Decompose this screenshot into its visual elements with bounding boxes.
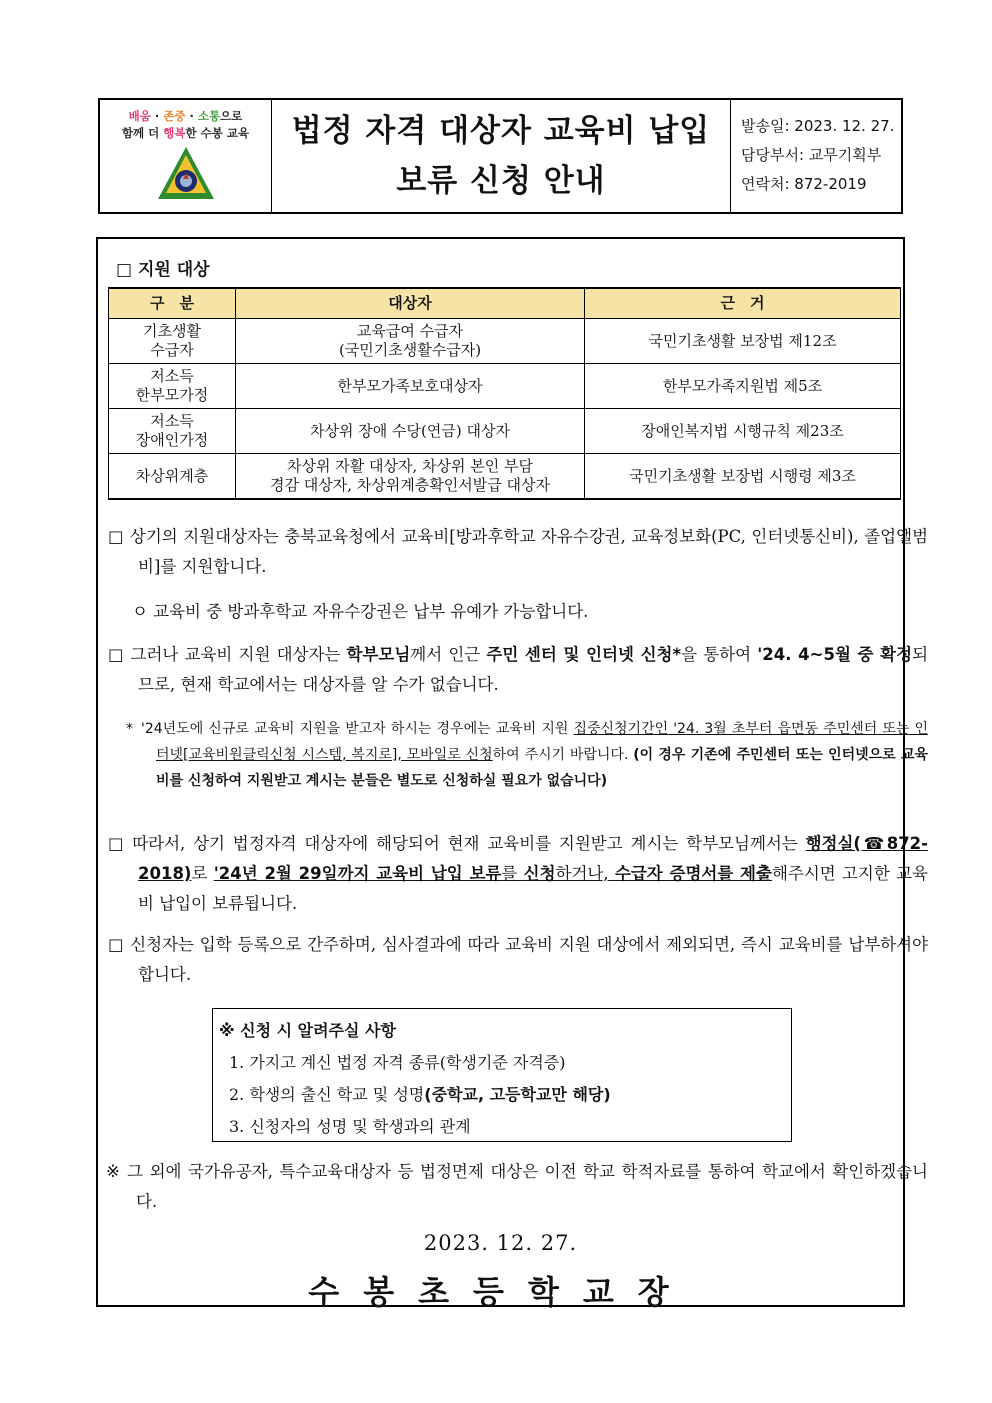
paragraph-text: 따라서, 상기 법정자격 대상자에 해당되어 현재 교육비를 지원받고 계시는 학부모님께서는 bbox=[132, 834, 806, 853]
category-cell bbox=[109, 319, 236, 364]
paragraph-text: 그 외에 국가유공자, 특수교육대상자 등 법정면제 대상은 이전 학교 학적자료를 통하여 학교에서 확인하겠습니다. bbox=[127, 1162, 928, 1211]
office-contact: 행정실(☎872-2018) bbox=[138, 834, 929, 883]
slogan-line-1 bbox=[129, 108, 243, 125]
table-row bbox=[109, 409, 901, 454]
paragraph-text: 되므로, 현재 학교에서는 대상자를 알 수가 없습니다. bbox=[138, 645, 929, 694]
checkbox-bullet: □ bbox=[108, 527, 124, 546]
school-logo-block bbox=[100, 100, 272, 212]
footnote-text: '24년도에 신규로 교육비 지원을 받고자 하시는 경우에는 교육비 지원 bbox=[141, 721, 574, 737]
paragraph-support bbox=[108, 522, 928, 582]
cell-text: 한부모가정 bbox=[135, 386, 209, 404]
paragraph-request bbox=[108, 829, 928, 919]
support-target-table bbox=[108, 287, 901, 500]
deadline-text: '24년 2월 29일까지 교육비 납입 보류 bbox=[213, 864, 502, 883]
table-row bbox=[109, 319, 901, 364]
target-cell: 한부모가족보호대상자 bbox=[236, 364, 585, 409]
school-emblem-icon bbox=[156, 145, 216, 201]
info-item: 3. 신청자의 성명 및 학생과의 관계 bbox=[229, 1117, 471, 1136]
category-cell bbox=[109, 409, 236, 454]
required-info-box bbox=[212, 1008, 792, 1142]
target-cell: 차상위 장애 수당(연금) 대상자 bbox=[236, 409, 585, 454]
info-item bbox=[219, 1079, 791, 1111]
section-heading: □ 지원 대상 bbox=[116, 260, 210, 280]
paragraph-text: 그러나 교육비 지원 대상자는 bbox=[130, 645, 347, 664]
checkbox-bullet: □ bbox=[108, 645, 125, 664]
footnote-text: 하여 주시기 바랍니다. bbox=[492, 747, 634, 763]
paragraph-text: 께서 인근 bbox=[410, 645, 487, 664]
table-header-row bbox=[109, 288, 901, 319]
paragraph-text: 하거나, bbox=[555, 864, 615, 883]
document-header bbox=[98, 98, 903, 214]
issue-date: 발송일: 2023. 12. 27. bbox=[741, 117, 895, 135]
bold-text: 주민 센터 및 인터넷 신청* bbox=[486, 645, 682, 664]
basis-cell: 한부모가족지원법 제5조 bbox=[585, 364, 901, 409]
bold-text: 학부모님 bbox=[346, 645, 411, 664]
issue-info bbox=[731, 100, 901, 212]
paragraph-registration bbox=[108, 930, 928, 990]
cell-text: 저소득 bbox=[150, 412, 194, 430]
page-subtitle: 보류 신청 안내 bbox=[396, 163, 606, 199]
basis-cell: 장애인복지법 시행규칙 제23조 bbox=[585, 409, 901, 454]
signer: 수봉초등학교장 bbox=[308, 1273, 693, 1311]
cell-text: 기초생활 bbox=[143, 322, 201, 340]
basis-cell: 국민기초생활 보장법 제12조 bbox=[585, 319, 901, 364]
info-item: 1. 가지고 계신 법정 자격 종류(학생기준 자격증) bbox=[229, 1053, 566, 1072]
table-row bbox=[109, 454, 901, 500]
bold-text: (이 경우 기존에 주민센터 또는 인터넷으로 교육비를 신청하여 지원받고 계시는 분들은 별도로 신청하실 필요가 없습니다) bbox=[156, 747, 928, 789]
certificate-text: 수급자 증명서를 제출 bbox=[614, 864, 772, 883]
underlined-text: 집중신청기간인 '24. 3월 초부터 읍면동 주민센터 또는 인터넷[교육비원클릭신청 시스템, 복지로], 모바일로 신청 bbox=[156, 721, 928, 763]
paragraph-text: 을 통하여 bbox=[681, 645, 758, 664]
paragraph-text: 해주시면 고지한 교육비 납입이 보류됩니다. bbox=[138, 864, 928, 913]
target-cell bbox=[236, 319, 585, 364]
bold-text: 신청 bbox=[523, 864, 556, 883]
category-cell bbox=[109, 364, 236, 409]
cell-text: 저소득 bbox=[150, 367, 194, 385]
slogan-dot: · bbox=[189, 109, 194, 123]
checkbox-bullet: □ bbox=[108, 834, 127, 853]
cell-text: 장애인가정 bbox=[135, 431, 209, 449]
slogan-tail: 으로 bbox=[220, 109, 243, 123]
category-cell: 차상위계층 bbox=[109, 454, 236, 500]
notice-body bbox=[96, 237, 929, 1311]
slogan-word: 행복 bbox=[163, 126, 186, 140]
document-date: 2023. 12. 27. bbox=[423, 1231, 578, 1255]
table-row bbox=[109, 364, 901, 409]
bold-text: '24. 4~5월 중 확정 bbox=[757, 645, 913, 664]
paragraph-exemption bbox=[106, 1157, 928, 1217]
slogan-word: 소통 bbox=[197, 109, 221, 123]
slogan-text: 한 수봉 교육 bbox=[185, 126, 250, 140]
cell-text: 수급자 bbox=[150, 341, 194, 359]
slogan-text: 함께 더 bbox=[121, 126, 164, 140]
page-title: 법정 자격 대상자 교육비 납입 bbox=[291, 113, 711, 149]
info-text: 2. 학생의 출신 학교 및 성명 bbox=[229, 1085, 425, 1104]
cell-text: 경감 대상자, 차상위계층확인서발급 대상자 bbox=[270, 476, 550, 494]
note-mark: ※ bbox=[106, 1162, 122, 1181]
footnote bbox=[126, 716, 928, 794]
target-cell bbox=[236, 454, 585, 500]
basis-cell: 국민기초생활 보장법 시행령 제3조 bbox=[585, 454, 901, 500]
slogan-line-2 bbox=[122, 125, 249, 142]
info-title: ※ 신청 시 알려주실 사항 bbox=[219, 1021, 396, 1040]
slogan-word: 배움 bbox=[128, 109, 151, 123]
cell-text: (국민기초생활수급자) bbox=[338, 341, 482, 359]
column-header: 대상자 bbox=[236, 288, 585, 319]
column-header: 근 거 bbox=[585, 288, 901, 319]
cell-text: 교육급여 수급자 bbox=[356, 322, 464, 340]
paragraph-confirm bbox=[108, 640, 928, 700]
cell-text: 차상위 자활 대상자, 차상위 본인 부담 bbox=[287, 457, 533, 475]
paragraph-text: 신청자는 입학 등록으로 간주하며, 심사결과에 따라 교육비 지원 대상에서 제외되면, 즉시 교육비를 납부하셔야 합니다. bbox=[130, 935, 928, 984]
column-header: 구 분 bbox=[109, 288, 236, 319]
paragraph-sub: ㅇ 교육비 중 방과후학교 자유수강권은 납부 유예가 가능합니다. bbox=[132, 602, 589, 621]
checkbox-bullet: □ bbox=[108, 935, 125, 954]
paragraph-text: 를 bbox=[501, 864, 524, 883]
bold-text: (중학교, 고등학교만 해당) bbox=[424, 1085, 611, 1104]
slogan-dot: · bbox=[154, 109, 160, 123]
footnote-mark: * bbox=[126, 721, 133, 737]
contact: 연락처: 872-2019 bbox=[741, 175, 867, 193]
title-block bbox=[272, 100, 731, 212]
paragraph-text: 로 bbox=[191, 864, 214, 883]
slogan-word: 존중 bbox=[163, 109, 186, 123]
paragraph-text: 상기의 지원대상자는 충북교육청에서 교육비[방과후학교 자유수강권, 교육정보화(PC, 인터넷통신비), 졸업앨범비]를 지원합니다. bbox=[129, 527, 929, 576]
department: 담당부서: 교무기획부 bbox=[741, 146, 882, 164]
